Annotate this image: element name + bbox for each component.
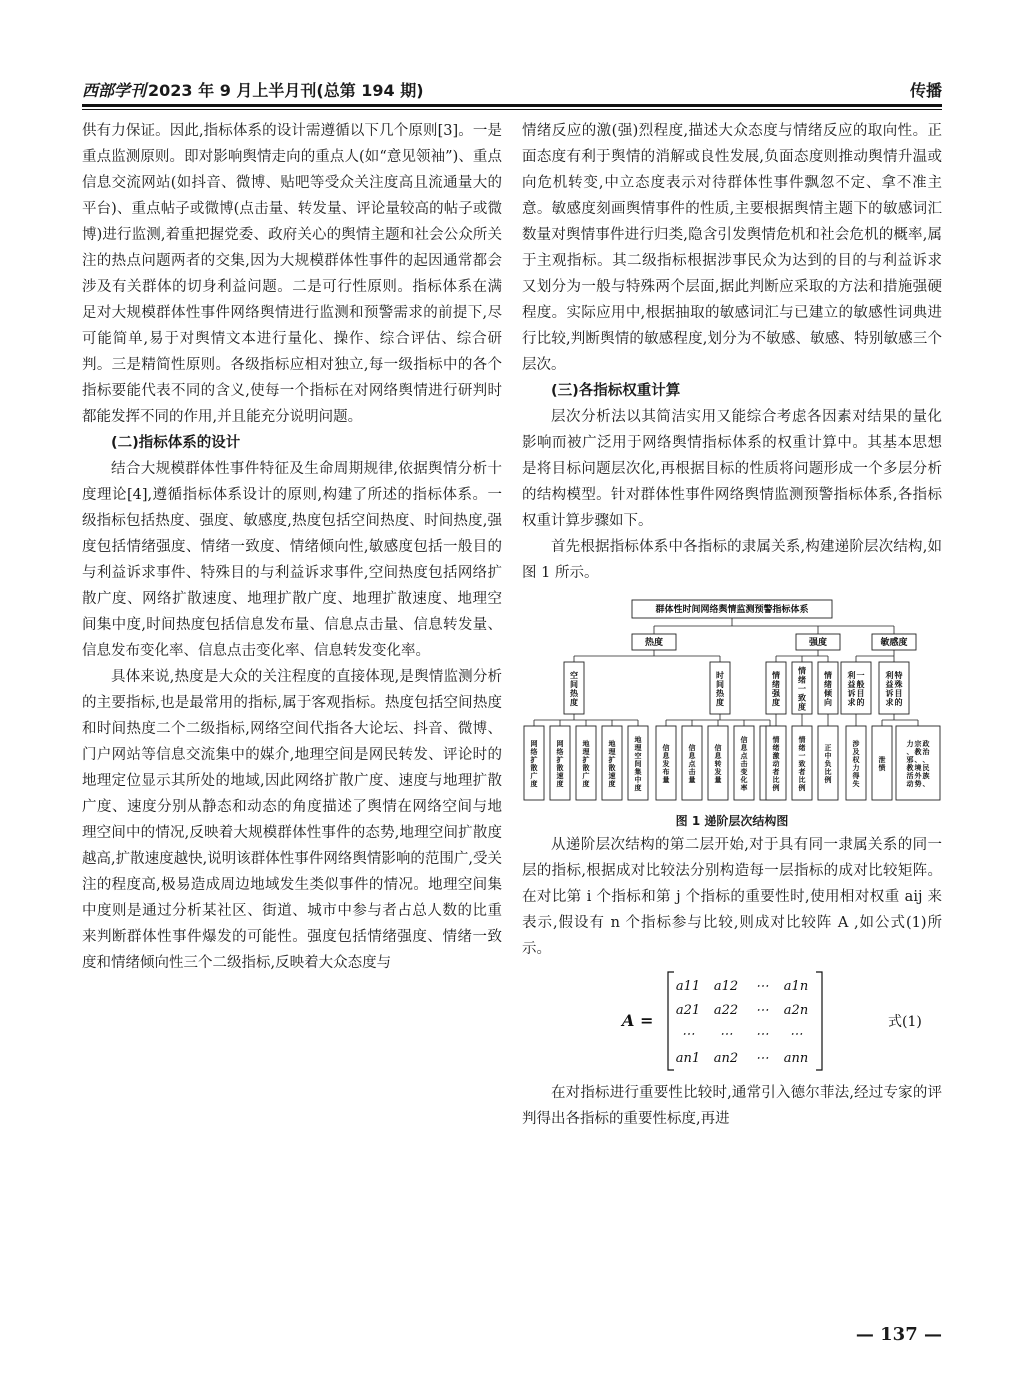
section-name: 传播 [909, 81, 942, 100]
level3-node-char: 力 [906, 740, 914, 748]
matrix-cell: ann [783, 1051, 809, 1066]
level2-node-char: 间 [716, 680, 724, 689]
level1-node-label: 强度 [808, 638, 828, 649]
section-heading: (二)指标体系的设计 [111, 435, 241, 451]
level2-node-char: 间 [570, 680, 578, 689]
level2-node-char: 目 [894, 689, 903, 698]
level3-node-char: 者 [798, 768, 806, 776]
matrix-cell: a2n [783, 1003, 809, 1018]
figure-caption: 图 1 递阶层次结构图 [675, 814, 789, 828]
level3-node-char: 激 [772, 752, 780, 760]
level3-node-char: 度 [530, 780, 538, 788]
level1-node-label: 敏感度 [880, 638, 908, 649]
level3-node-char: 动 [906, 780, 914, 788]
level3-node-char: 中 [824, 752, 832, 760]
root-node-label: 群体性时间网络舆情监测预警指标体系 [655, 605, 809, 616]
level3-node-char: 及 [852, 748, 860, 756]
level3-node-char: 泄 [878, 756, 886, 764]
matrix-cell: an1 [675, 1051, 701, 1066]
level3-node-char: 地 [582, 740, 590, 748]
level3-node-char: 息 [662, 752, 670, 760]
level3-node-char: 度 [634, 784, 642, 792]
level2-node-char: 益 [847, 680, 856, 689]
level3-node-char: 权 [852, 756, 860, 764]
matrix-cell: ⋯ [789, 1027, 803, 1042]
level2-node-char: 绪 [772, 680, 780, 689]
level3-node-char: 布 [662, 768, 670, 776]
level3-node-char: 络 [556, 748, 564, 756]
level3-node-char: 量 [714, 776, 722, 784]
right-column [522, 118, 942, 1132]
level3-node-char: 量 [662, 776, 670, 784]
level3-node-char: 息 [714, 752, 722, 760]
level2-node-char: 度 [772, 698, 780, 707]
matrix-cell: ⋯ [755, 1003, 769, 1018]
level3-node-char: 比 [798, 776, 806, 784]
matrix-cell: ⋯ [681, 1027, 695, 1042]
level3-node-char: 情 [772, 736, 780, 744]
matrix-cell: a21 [675, 1003, 701, 1018]
level3-node-char: 境 [914, 764, 922, 772]
level3-node-char: 发 [714, 768, 722, 776]
level3-node-char: 绪 [772, 744, 780, 752]
level2-node-char: 向 [824, 698, 832, 707]
matrix-right-bracket [816, 972, 822, 1070]
level3-node-char: 度 [608, 780, 616, 788]
paragraph: 从递阶层次结构的第二层开始,对于具有同一隶属关系的同一层的指标,根据成对比较法分别构造每一层指标的成对比较矩阵。在对比第 i 个指标和第 j 个指标的重要性时,使用相对权重 aij 来表示,假设有 n 个指标参与比较,则成对比较阵 A ,如公式(1)所示。 [522, 837, 942, 957]
level3-node-char: 族 [922, 772, 930, 780]
hierarchy-figure [522, 596, 942, 804]
level3-node-char: 散 [608, 764, 616, 772]
level2-node-char: 益 [885, 680, 894, 689]
paragraph: 在对指标进行重要性比较时,通常引入德尔菲法,经过专家的评判得出各指标的重要性标度,再进 [522, 1085, 942, 1127]
level3-node-char: 得 [852, 772, 860, 780]
level3-node-char: 理 [608, 748, 616, 756]
level3-node-char: 教 [914, 748, 922, 756]
level3-node-char: 比 [824, 768, 832, 776]
matrix-cell: ⋯ [755, 979, 769, 994]
matrix-cell: a11 [675, 979, 701, 994]
level3-node-char: 度 [556, 780, 564, 788]
level2-node-char: 倾 [824, 689, 832, 698]
level3-node-char: 外 [914, 772, 922, 780]
level2-node-char: 的 [894, 698, 903, 707]
level2-node-char: 情 [772, 671, 780, 680]
level3-node-char: 例 [798, 784, 806, 792]
level3-node-char: 扩 [556, 756, 564, 764]
level3-node-char: 例 [772, 784, 780, 792]
level2-node-char: 绪 [798, 675, 806, 685]
header-rule-thin [82, 109, 942, 110]
level3-node-char: 失 [852, 780, 860, 788]
level3-node-char: 息 [688, 752, 696, 760]
level2-node-char: 特 [894, 671, 903, 680]
level2-node-char: 殊 [894, 680, 903, 689]
matrix-cell: a12 [713, 979, 739, 994]
level3-node-char: 转 [714, 760, 722, 768]
matrix-cell: a1n [783, 979, 809, 994]
level3-node-char: 广 [530, 772, 538, 780]
paragraph: 首先根据指标体系中各指标的隶属关系,构建递阶层次结构,如图 1 所示。 [522, 539, 942, 581]
level3-node-char: 扩 [582, 756, 590, 764]
level3-node-char: 政 [922, 740, 930, 748]
paragraph: 层次分析法以其简洁实用又能综合考虑各因素对结果的量化影响而被广泛用于网络舆情指标体系的权重计算中。其基本思想是将目标问题层次化,再根据目标的性质将问题形成一个多层分析的结构模型。针对群体性事件网络舆情监测预警指标体系,各指标权重计算步骤如下。 [522, 409, 942, 529]
level2-node-char: 时 [716, 671, 724, 680]
paragraph: 具体来说,热度是大众的关注程度的直接体现,是舆情监测分析的主要指标,也是最常用的指标,属于客观指标。热度包括空间热度和时间热度二个二级指标,网络空间代指各大论坛、抖音、微博、门户网站等信息交流集中的媒介,地理空间是网民转发、评论时的地理定位显示其所处的地域,因此网络扩散广度、速度与地理扩散广度、速度分别从静态和动态的角度描述了舆情在网络空间与地理空间中的情况,反映着大规模群体性事件的态势,地理空间扩散度越高,扩散速度越快,说明该群体性事件网络舆情影响的范围广,受关注的程度高,极易造成周边地域发生类似事件的情况。地理空间集中度则是通过分析某社区、街道、城市中参与者占总人数的比重来判断群体性事件爆发的可能性。强度包括情绪强度、情绪一致度和情绪倾向性三个二级指标,反映着大众态度与 [82, 669, 502, 971]
level3-node-char: 信 [740, 736, 748, 744]
level3-node-char: 化 [740, 776, 748, 784]
level3-node-char: 动 [772, 760, 780, 768]
page-header [82, 78, 942, 104]
level3-node-char: 速 [556, 772, 564, 780]
level3-node-char: 涉 [852, 740, 860, 748]
journal-issue: 2023 年 9 月上半月刊(总第 194 期) [148, 81, 424, 100]
level3-node-char: 量 [688, 776, 696, 784]
level2-node-char: 情 [824, 671, 832, 680]
level3-node-char: 点 [740, 752, 748, 760]
level3-node-char: 信 [688, 744, 696, 752]
level3-node-char: 者 [772, 768, 780, 776]
level3-node-char: 、 [914, 756, 922, 764]
level2-node-char: 情 [798, 666, 806, 676]
level2-node-char: 求 [847, 698, 856, 707]
level3-node-char: 广 [582, 772, 590, 780]
level3-node-char: 散 [582, 764, 590, 772]
level3-node-char: 负 [824, 760, 832, 768]
level3-node-char: 息 [740, 744, 748, 752]
matrix-left-bracket [668, 972, 674, 1070]
level3-node-char: 速 [608, 772, 616, 780]
level3-node-char: 教 [906, 764, 914, 772]
formula-block [522, 966, 942, 1076]
matrix-cell: ⋯ [755, 1027, 769, 1042]
level3-node-char: 度 [582, 780, 590, 788]
section-heading: (三)各指标权重计算 [551, 383, 681, 399]
level2-node-char: 般 [856, 680, 865, 689]
paragraph: 供有力保证。因此,指标体系的设计需遵循以下几个原则[3]。一是重点监测原则。即对影响舆情走向的重点人(如“意见领袖”)、重点信息交流网站(如抖音、微博、贴吧等受众关注度高且流通量大的平台)、重点帖子或微博(点击量、转发量、评论量较高的帖子或微博)进行监测,着重把握党委、政府关心的舆情主题和社会公众所关注的热点问题两者的交集,因为大规模群体性事件的起因通常都会涉及有关群体的切身利益问题。二是可行性原则。指标体系在满足对大规模群体性事件网络舆情进行监测和预警需求的前提下,尽可能简单,易于对舆情文本进行量化、操作、综合评估、综合研判。三是精简性原则。各级指标应相对独立,每一级指标中的各个指标要能代表不同的含义,使每一个指标在对网络舆情进行研判时都能发挥不同的作用,并且能充分说明问题。 [82, 123, 502, 425]
level2-node-char: 目 [856, 689, 865, 698]
matrix-cell: an2 [713, 1051, 739, 1066]
matrix-lhs: A = [622, 1011, 654, 1030]
page-number: — 137 — [855, 1324, 942, 1345]
level3-node-char: 点 [688, 760, 696, 768]
level2-node-char: 利 [847, 671, 856, 680]
level3-node-char: 散 [556, 764, 564, 772]
level3-node-char: 发 [662, 760, 670, 768]
level2-node-char: 利 [885, 671, 894, 680]
header-rule [82, 104, 942, 107]
hierarchy-diagram [522, 596, 942, 804]
level3-node-char: 治 [922, 748, 930, 756]
level3-node-char: 网 [530, 740, 538, 748]
level3-node-char: 、 [922, 756, 930, 764]
level2-node-char: 的 [856, 698, 865, 707]
level3-node-char: 、 [922, 780, 930, 788]
level3-node-char: 扩 [530, 756, 538, 764]
level3-node-char: 中 [634, 776, 642, 784]
level3-node-char: 情 [798, 736, 806, 744]
level3-node-char: 、 [906, 748, 914, 756]
level3-node-char: 比 [772, 776, 780, 784]
level2-node-char: 一 [856, 671, 865, 680]
level3-node-char: 击 [688, 768, 696, 776]
level2-node-char: 绪 [824, 680, 832, 689]
level3-node-char: 一 [798, 752, 806, 760]
level1-node-label: 热度 [644, 638, 664, 649]
level2-node-char: 空 [570, 671, 578, 680]
level3-node-char: 散 [530, 764, 538, 772]
level3-node-char: 民 [922, 764, 930, 772]
level3-node-char: 络 [530, 748, 538, 756]
level3-node-char: 信 [662, 744, 670, 752]
level3-node-char: 变 [740, 768, 748, 776]
matrix-cell: ⋯ [755, 1051, 769, 1066]
level2-node-char: 诉 [885, 689, 894, 698]
level3-node-char: 活 [906, 772, 914, 780]
level3-node-char: 例 [824, 776, 832, 784]
level3-node-char: 理 [582, 748, 590, 756]
level3-node-char: 正 [824, 744, 832, 752]
level2-node-char: 热 [570, 689, 578, 698]
journal-logo: 西部学刊 [82, 81, 147, 100]
level3-node-char: 愤 [878, 764, 886, 772]
level3-node-char: 地 [608, 740, 616, 748]
level3-node-char: 理 [634, 744, 642, 752]
level2-node-char: 度 [798, 702, 806, 712]
level3-node-char: 击 [740, 760, 748, 768]
level2-node-char: 强 [772, 689, 780, 698]
level2-node-char: 度 [570, 698, 578, 707]
level2-node-char: 一 [798, 684, 806, 694]
level3-node-char: 地 [634, 736, 642, 744]
matrix-cell: ⋯ [719, 1027, 733, 1042]
level3-node-char: 宗 [914, 740, 922, 748]
level3-node-char: 集 [634, 768, 642, 776]
level2-node-char: 致 [798, 693, 806, 703]
matrix-cell: a22 [713, 1003, 739, 1018]
level3-node-char: 网 [556, 740, 564, 748]
level3-node-char: 间 [634, 760, 642, 768]
level3-node-char: 空 [634, 752, 642, 760]
level3-node-char: 扩 [608, 756, 616, 764]
level3-node-char: 力 [852, 764, 860, 772]
matrix-formula [522, 966, 942, 1076]
left-column [82, 118, 502, 976]
level3-node-char: 致 [798, 760, 806, 768]
paragraph: 情绪反应的激(强)烈程度,描述大众态度与情绪反应的取向性。正面态度有利于舆情的消解或良性发展,负面态度则推动舆情升温或向危机转变,中立态度表示对待群体性事件飘忽不定、拿不准主意。敏感度刻画舆情事件的性质,主要根据舆情主题下的敏感词汇数量对舆情事件进行归类,隐含引发舆情危机和社会危机的概率,属于主观指标。其二级指标根据涉事民众为达到的目的与利益诉求又划分为一般与特殊两个层面,据此判断应采取的方法和措施强硬程度。实际应用中,根据抽取的敏感词汇与已建立的敏感性词典进行比较,判断舆情的敏感程度,划分为不敏感、敏感、特别敏感三个层次。 [522, 123, 942, 373]
level3-node-char: 信 [714, 744, 722, 752]
formula-label: 式(1) [888, 1014, 922, 1030]
level3-node-char: 率 [740, 784, 748, 792]
level3-node-char: 势 [914, 780, 922, 788]
level2-node-char: 求 [885, 698, 894, 707]
level2-node-char: 热 [716, 689, 724, 698]
level3-node-char: 邪 [906, 756, 914, 764]
journal-title [82, 78, 424, 101]
level2-node-char: 诉 [847, 689, 856, 698]
paragraph: 结合大规模群体性事件特征及生命周期规律,依据舆情分析十度理论[4],遵循指标体系设计的原则,构建了所述的指标体系。一级指标包括热度、强度、敏感度,热度包括空间热度、时间热度,强度包括情绪强度、情绪一致度、情绪倾向性,敏感度包括一般目的与利益诉求事件、特殊目的与利益诉求事件,空间热度包括网络扩散广度、网络扩散速度、地理扩散广度、地理扩散速度、地理空间集中度,时间热度包括信息发布量、信息点击量、信息转发量、信息发布变化率、信息点击变化率、信息转发变化率。 [82, 461, 502, 659]
level2-node-char: 度 [716, 698, 724, 707]
level3-node-char: 绪 [798, 744, 806, 752]
